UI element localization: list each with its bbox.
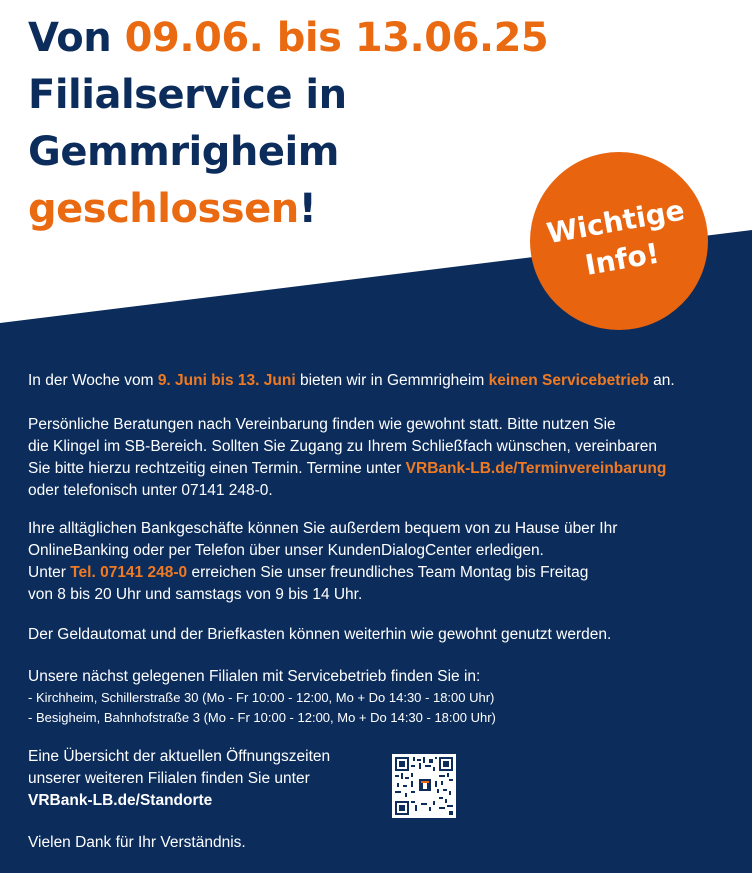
headline-line-4: geschlossen! [28,186,317,232]
appointment-link[interactable]: VRBank-LB.de/Terminvereinbarung [405,460,667,477]
phone-link[interactable]: Tel. 07141 248-0 [70,564,188,581]
qr-code-icon[interactable] [392,754,456,818]
headline-closed-word: geschlossen [28,186,299,232]
paragraph-online-banking: Ihre alltäglichen Bankgeschäfte können Sie außerdem bequem von zu Hause über Ihr OnlineBanking oder per Telefon über unser KundenDialogCenter erledigen. Unter Tel. 07141 248-0 erreichen Sie unser freundliches Team Montag bis Freitag von 8 bis 20 Uhr und samstags von 9 bis 14 Uhr. [28,520,618,603]
no-service-text: keinen Servicebetrieb [488,372,649,389]
badge-line-1: Wichtige [544,193,687,251]
paragraph-atm: Der Geldautomat und der Briefkasten können weiterhin wie gewohnt genutzt werden. [28,626,612,643]
headline-line-1: Von 09.06. bis 13.06.25 [28,15,549,61]
paragraph-closure-week: In der Woche vom 9. Juni bis 13. Juni bieten wir in Gemmrigheim keinen Servicebetrieb an. [28,372,675,389]
paragraph-opening-hours: Eine Übersicht der aktuellen Öffnungszeiten unserer weiteren Filialen finden Sie unter VRBank-LB.de/Standorte [28,748,331,809]
important-info-badge [530,152,708,330]
headline-dates: 09.06. bis 13.06.25 [124,15,549,61]
paragraph-nearby-branches [28,666,496,728]
paragraph-thanks: Vielen Dank für Ihr Verständnis. [28,834,246,851]
branch-item-kirchheim: - Kirchheim, Schillerstraße 30 (Mo - Fr 10:00 - 12:00, Mo + Do 14:30 - 18:00 Uhr) [28,690,495,705]
badge-line-2: Info! [582,236,662,282]
closure-dates: 9. Juni bis 13. Juni [157,372,296,389]
headline-line-3: Gemmrigheim [28,129,339,175]
headline [28,10,588,238]
branch-item-besigheim: - Besigheim, Bahnhofstraße 3 (Mo - Fr 10:00 - 12:00, Mo + Do 14:30 - 18:00 Uhr) [28,710,496,725]
locations-link[interactable]: VRBank-LB.de/Standorte [28,792,213,809]
headline-line-2: Filialservice in [28,72,347,118]
branches-intro: Unsere nächst gelegenen Filialen mit Servicebetrieb finden Sie in: [28,668,481,685]
paragraph-consultation: Persönliche Beratungen nach Vereinbarung finden wie gewohnt statt. Bitte nutzen Sie die Klingel im SB-Bereich. Sollten Sie Zugang zu Ihrem Schließfach wünschen, vereinbaren Sie bitte hierzu rechtzeitig einen Termin. Termine unter VRBank-LB.de/Terminvereinbarung oder telefonisch unter 07141 248-0. [28,416,667,499]
